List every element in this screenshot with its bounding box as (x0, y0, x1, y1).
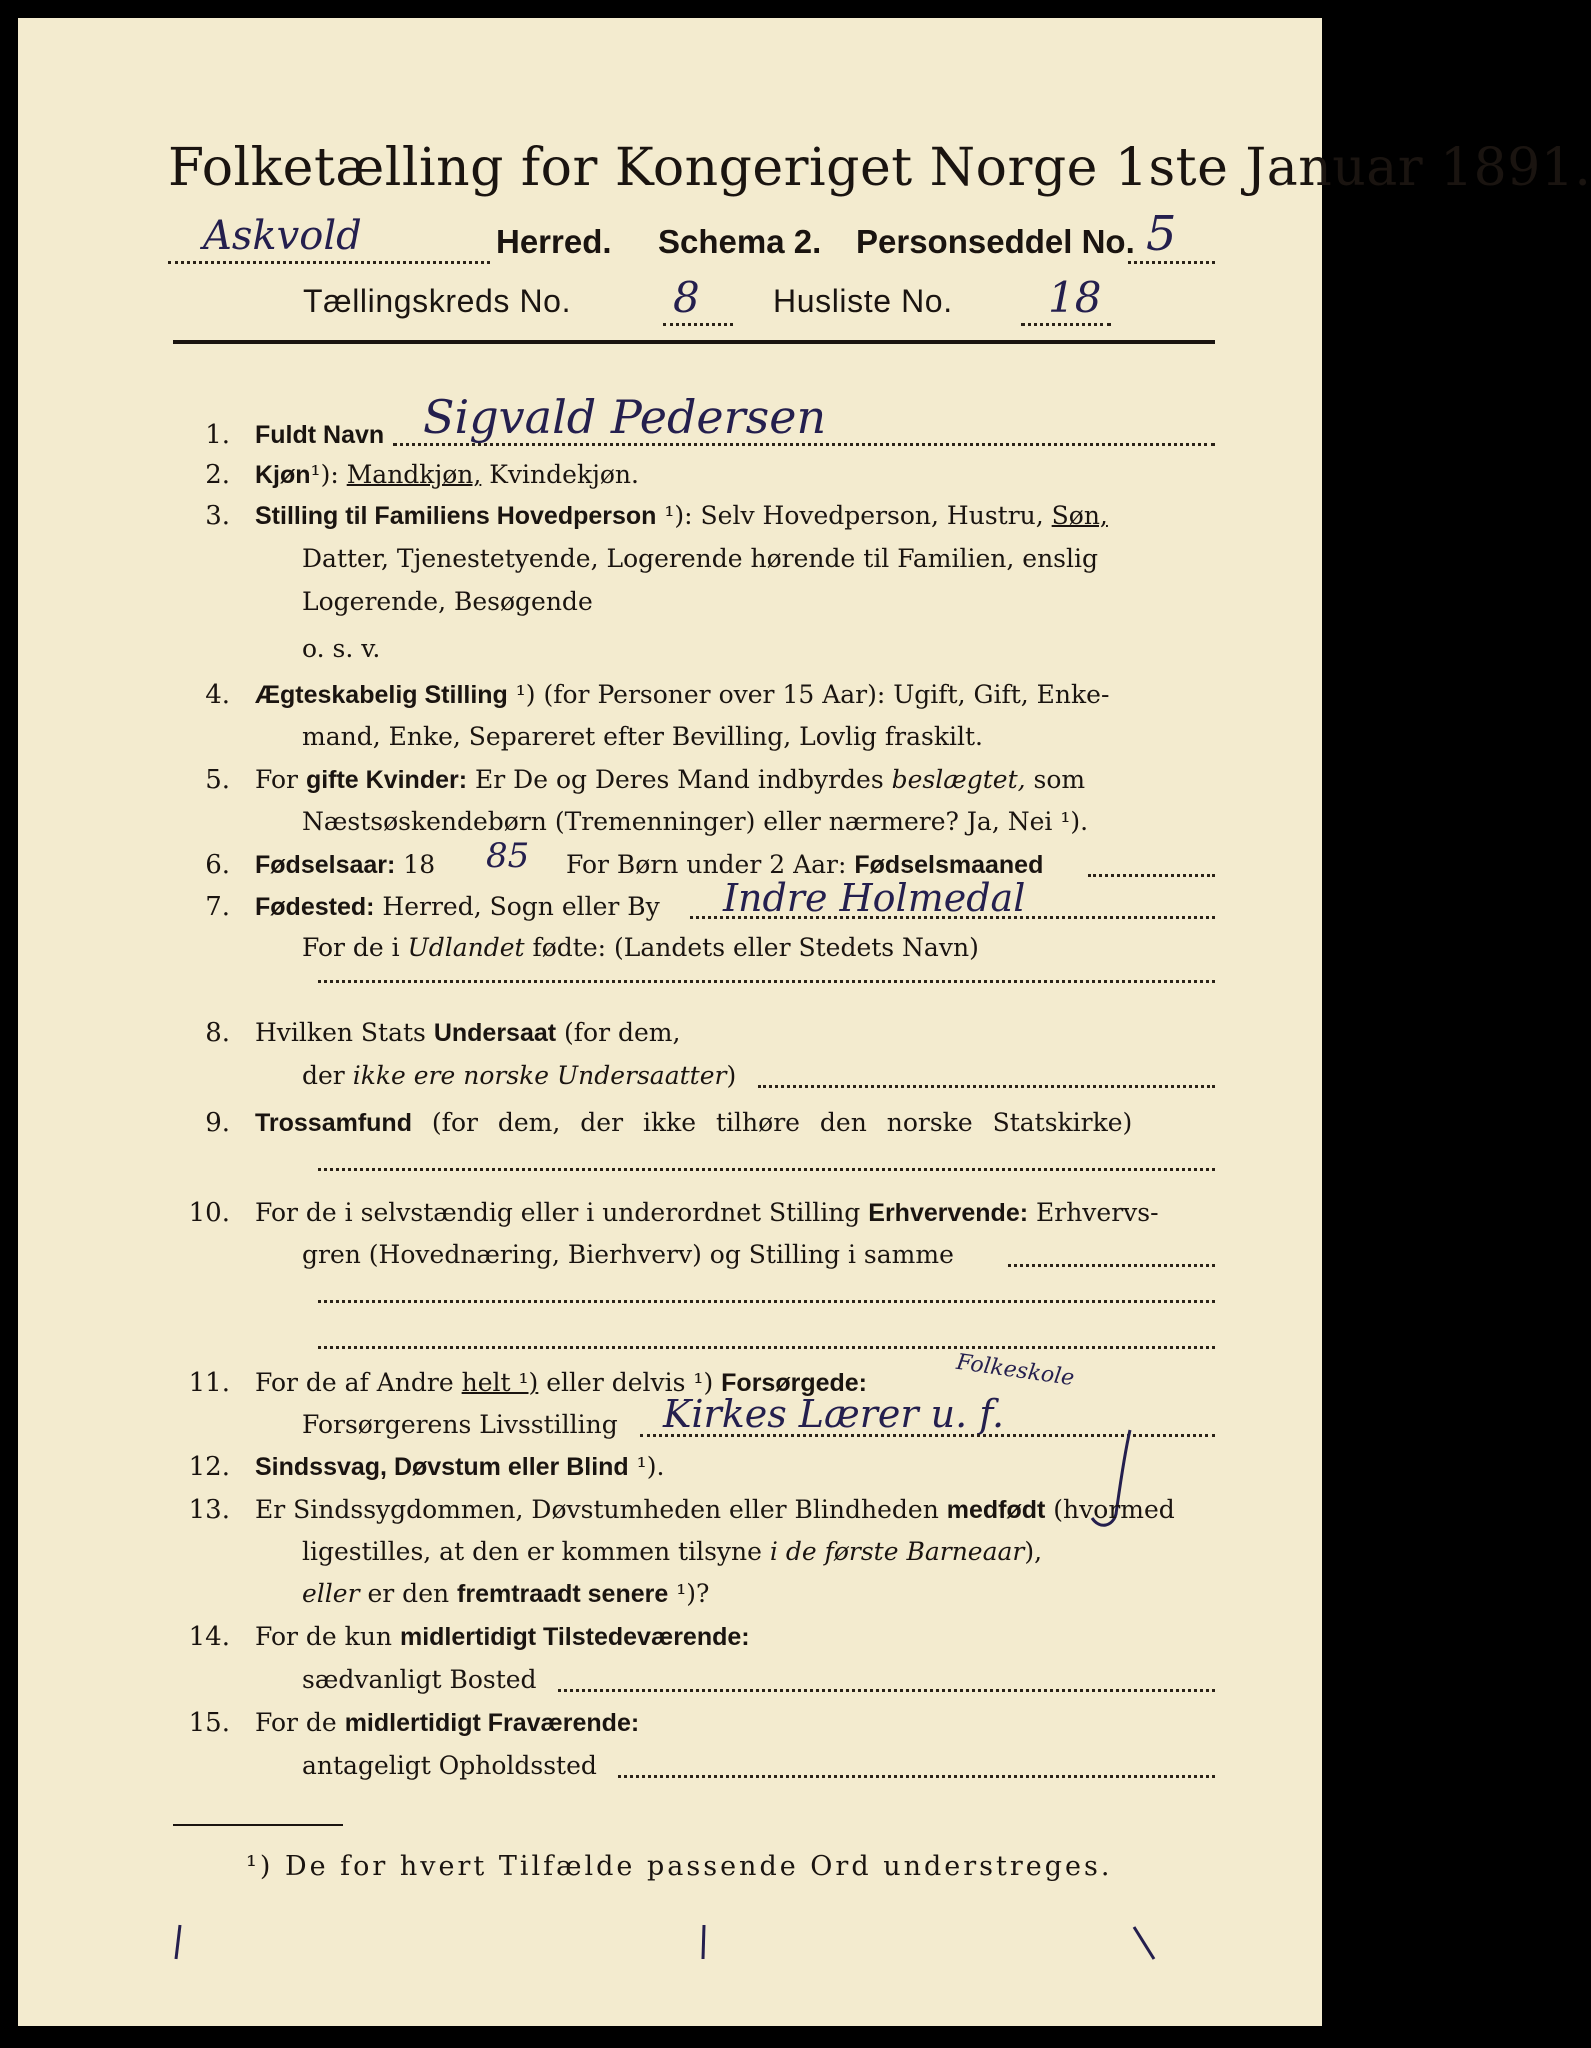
q6-dots (1088, 874, 1215, 877)
q13-line2: ligestilles, at den er kommen tilsyne i de første Barneaar), (302, 1537, 1043, 1566)
name-value: Sigvald Pedersen (423, 390, 827, 444)
q3-line1: Stilling til Familiens Hovedperson ¹): Selv Hovedperson, Hustru, Søn, (255, 501, 1108, 530)
q3-number: 3. (205, 501, 230, 531)
q8-line2: der ikke ere norske Undersaatter) (302, 1061, 737, 1090)
q11-line2: Forsørgerens Livsstilling (302, 1410, 618, 1439)
q10-dots1 (1008, 1264, 1215, 1267)
q5-line2: Næstsøskendebørn (Tremenninger) eller nærmere? Ja, Nei ¹). (302, 807, 1089, 836)
husliste-label: Husliste No. (773, 283, 953, 319)
q5-number: 5. (205, 765, 230, 795)
q15-number: 15. (188, 1708, 230, 1738)
personseddel-label: Personseddel No. (856, 223, 1135, 260)
kreds-dots (663, 323, 733, 326)
q14-dots (558, 1689, 1215, 1692)
q2-number: 2. (205, 460, 230, 490)
q7-dots (690, 916, 1215, 919)
son-option: Søn, (1051, 501, 1108, 530)
q10-line1: For de i selvstændig eller i underordnet Stilling Erhvervende: Erhvervs- (255, 1198, 1159, 1227)
footnote-rule (173, 1824, 343, 1826)
personseddel-dots (1128, 261, 1215, 264)
footnote: ¹) De for hvert Tilfælde passende Ord understreges. (246, 1851, 1113, 1882)
q12-number: 12. (188, 1452, 230, 1482)
form-title: Folketælling for Kongeriget Norge 1ste Januar 1891. (168, 138, 1591, 198)
schema-label: Schema 2. (658, 223, 822, 260)
herred-dots (168, 261, 490, 264)
birthplace-value: Indre Holmedal (723, 876, 1026, 920)
q9-number: 9. (205, 1108, 230, 1138)
q5-line1: For gifte Kvinder: Er De og Deres Mand indbyrdes beslægtet, som (255, 765, 1086, 794)
q14-number: 14. (188, 1622, 230, 1652)
census-form (18, 18, 1591, 2026)
kreds-label: Tællingskreds No. (303, 283, 572, 319)
q8-dots (758, 1085, 1215, 1088)
q7-line2: For de i Udlandet fødte: (Landets eller Stedets Navn) (302, 933, 979, 962)
personseddel-value: 5 (1146, 206, 1177, 262)
margin-mark-center (694, 1923, 714, 1963)
herred-label: Herred. (496, 223, 612, 260)
q4-number: 4. (205, 680, 230, 710)
q10-number: 10. (188, 1198, 230, 1228)
q8-number: 8. (205, 1018, 230, 1048)
q9-dots (318, 1168, 1215, 1171)
q13-line3: eller er den fremtraadt senere ¹)? (302, 1579, 710, 1608)
q11-number: 11. (188, 1368, 230, 1398)
q15-line2: antageligt Opholdssted (302, 1751, 597, 1780)
q15-dots (618, 1775, 1215, 1778)
q13-number: 13. (188, 1495, 230, 1525)
q6-label: Fødselsaar: 18 (255, 850, 436, 879)
q6-child: For Børn under 2 Aar: Fødselsmaaned (566, 850, 1044, 879)
q1-dots (393, 443, 1215, 446)
birthyear-value: 85 (486, 836, 530, 876)
q7-dots2 (318, 980, 1215, 983)
margin-mark-left (168, 1923, 188, 1963)
herred-value: Askvold (203, 213, 362, 259)
q2-line: Kjøn¹): Mandkjøn, Kvindekjøn. (255, 460, 639, 489)
q8-line1: Hvilken Stats Undersaat (for dem, (255, 1018, 681, 1047)
q3-line2: Datter, Tjenestetyende, Logerende hørende til Familien, enslig (302, 544, 1099, 573)
q4-line1: Ægteskabelig Stilling ¹) (for Personer over 15 Aar): Ugift, Gift, Enke- (255, 680, 1110, 709)
husliste-value: 18 (1048, 273, 1102, 322)
q11-line1: For de af Andre helt ¹) eller delvis ¹) Forsørgede: (255, 1368, 868, 1397)
q1-label: Fuldt Navn (255, 421, 385, 449)
kreds-value: 8 (673, 273, 700, 322)
helt-option: helt ¹) (461, 1368, 539, 1397)
q7-label: Fødested: Herred, Sogn eller By (255, 892, 660, 921)
q14-line1: For de kun midlertidigt Tilstedeværende: (255, 1622, 750, 1651)
margin-mark-right (1130, 1923, 1160, 1963)
q10-dots3 (318, 1346, 1215, 1349)
q15-line1: For de midlertidigt Fraværende: (255, 1708, 640, 1737)
mandkjon-option: Mandkjøn, (346, 460, 482, 489)
husliste-dots (1021, 323, 1111, 326)
q10-dots2 (318, 1300, 1215, 1303)
q13-line1: Er Sindssygdommen, Døvstumheden eller Blindheden medfødt (hvormed (255, 1495, 1175, 1524)
q7-number: 7. (205, 892, 230, 922)
q14-line2: sædvanligt Bosted (302, 1665, 537, 1694)
q9-line: Trossamfund (for dem, der ikke tilhøre den norske Statskirke) (255, 1108, 1133, 1137)
q4-line2: mand, Enke, Separeret efter Bevilling, Lovlig fraskilt. (302, 722, 983, 751)
supporter-value: Kirkes Lærer u. f. (663, 1392, 1005, 1436)
q3-line3: Logerende, Besøgende (302, 587, 593, 616)
q10-line2: gren (Hovednæring, Bierhverv) og Stilling i samme (302, 1240, 954, 1269)
q1-number: 1. (205, 420, 230, 450)
header-rule (173, 340, 1215, 344)
q6-number: 6. (205, 850, 230, 880)
q3-line4: o. s. v. (302, 634, 381, 663)
supported-annotation: Folkeskole (954, 1349, 1076, 1392)
q12-label: Sindssvag, Døvstum eller Blind ¹). (255, 1452, 665, 1481)
